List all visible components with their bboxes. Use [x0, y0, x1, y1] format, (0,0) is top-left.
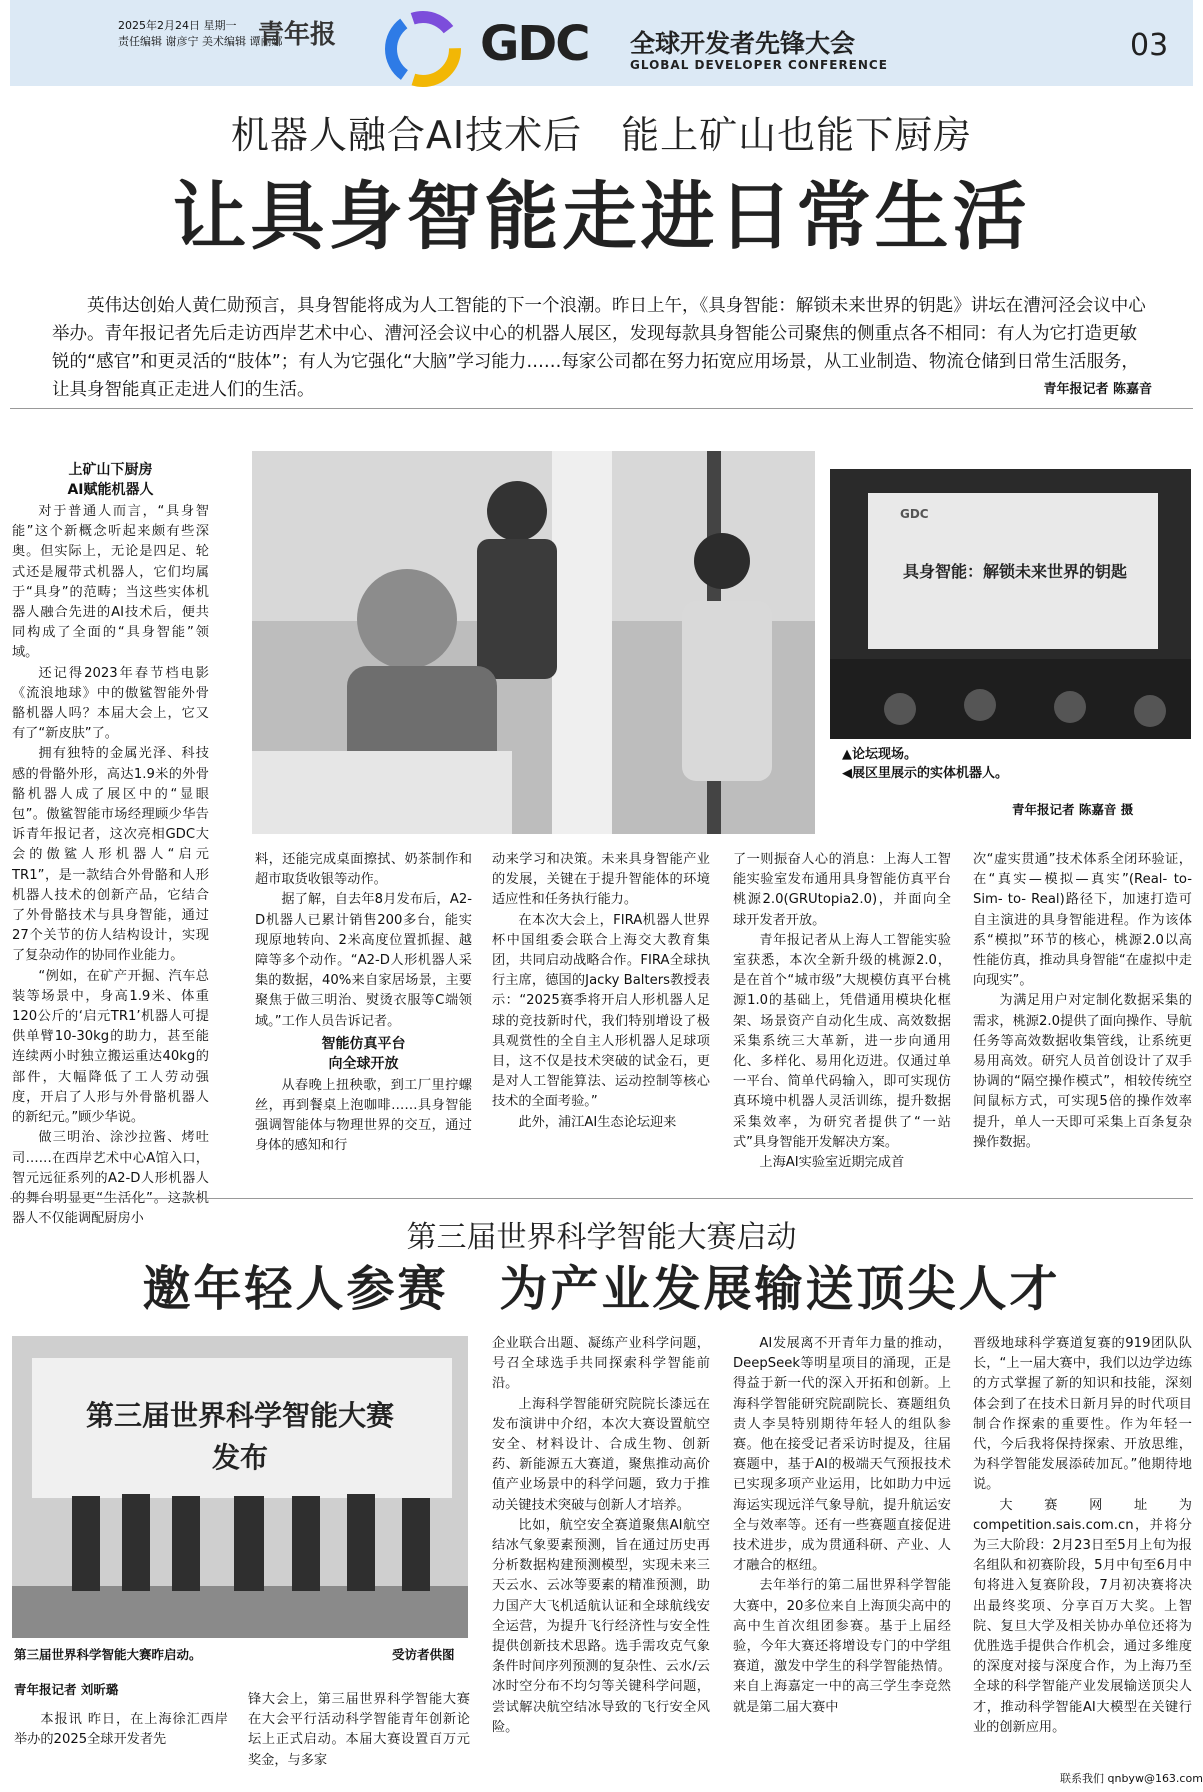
paragraph: 料，还能完成桌面擦拭、奶茶制作和超市取货收银等动作。 [255, 852, 472, 888]
article1-col4 [733, 850, 951, 1173]
article2-col4 [973, 1334, 1192, 1738]
paragraph: 大赛网址为competition.sais.com.cn，并将分为三大阶段：2月23日至5月上旬为报名组队和初赛阶段，5月中旬至6月中旬将进入复赛阶段，7月初决赛将决出最终奖项、分享百万大奖。上智院、复旦大学及相关协办单位还将为优胜选手提供合作机会，通过多维度的深度对接与深度合作，为上海乃至全球的科学智能产业发展输送顶尖人才，推动科学智能AI大模型在关键行业的创新应用。 [973, 1497, 1192, 1735]
paragraph: “例如，在矿产开掘、汽车总装等场景中，身高1.9米、体重120公斤的‘启元TR1’机器人可提供单臂10-30kg的助力，甚至能连续两小时独立搬运重达40kg的部件，大幅降低了工人劳动强度，开启了人形与外骨骼机器人的新纪元。”顾少华说。 [12, 968, 209, 1126]
paragraph: 上海AI实验室近期完成首 [759, 1155, 905, 1171]
contest-photo [12, 1336, 468, 1638]
article1-subtitle: 机器人融合AI技术后 能上矿山也能下厨房 [230, 113, 973, 157]
section2-heading-l1: 智能仿真平台 [321, 1035, 406, 1052]
photo-caption-forum: ▲论坛现场。 [842, 747, 917, 762]
article2-subtitle: 第三届世界科学智能大赛启动 [406, 1220, 797, 1255]
photo-caption-robot: ◀展区里展示的实体机器人。 [842, 766, 1008, 781]
contest-photo-caption: 第三届世界科学智能大赛昨启动。 [14, 1647, 202, 1662]
gdc-wordmark: GDC [480, 16, 589, 72]
screen-brand: GDC [900, 507, 929, 521]
paragraph: 还记得2023年春节档电影《流浪地球》中的傲鲨智能外骨骼机器人吗？本届大会上，它又有了“新皮肤”了。 [12, 665, 209, 742]
lead-text: 英伟达创始人黄仁勋预言，具身智能将成为人工智能的下一个浪潮。昨日上午，《具身智能：解锁未来世界的钥匙》讲坛在漕河泾会议中心举办。青年报记者先后走访西岸艺术中心、漕河泾会议中心的机器人展区，发现每款具身智能公司聚焦的侧重点各不相同：有人为它打造更敏锐的“感官”和更灵活的“肢体”；有人为它强化“大脑”学习能力……每家公司都在努力拓宽应用场景，从工业制造、物流仓储到日常生活服务，让具身智能真正走进人们的生活。 [52, 296, 1146, 400]
paragraph: 为满足用户对定制化数据采集的需求，桃源2.0提供了面向操作、导航任务等高效数据收集管线，让系统更易用高效。研究人员首创设计了双手协调的“隔空操作模式”，相较传统空间鼠标方式，可实现5倍的操作效率提升，单人一天即可采集上百条复杂操作数据。 [973, 993, 1192, 1150]
paragraph: 做三明治、涂沙拉酱、烤吐司……在西岸艺术中心A馆入口，智元远征系列的A2-D人形机器人的舞台明显更“生活化”。这款机器人不仅能调配厨房小 [12, 1130, 209, 1227]
section1-heading [12, 460, 209, 500]
divider-middle [10, 1198, 1193, 1199]
paragraph: 锋大会上，第三届世界科学智能大赛在大会平行活动科学智能青年创新论坛上正式启动。本届大赛设置百万元奖金，与多家 [248, 1692, 470, 1768]
page-number: 03 [1130, 28, 1169, 63]
paragraph: 比如，航空安全赛道聚焦AI航空结冰气象要素预测，旨在通过历史再分析数据构建预测模型，实现未来三天云水、云冰等要素的精准预测，助力国产大飞机适航认证和全球航线安全运营，为提升飞行经济性与安全性提供创新技术思路。选手需攻克气象条件时间序列预测的复杂性、云水/云冰时空分布不均匀等关键科学问题，尝试解决航空结冰导致的飞行安全风险。 [492, 1517, 710, 1735]
lead-byline: 青年报记者 陈嘉音 [1043, 382, 1152, 397]
paragraph: 了一则振奋人心的消息：上海人工智能实验室发布通用具身智能仿真平台桃源2.0(GRUtopia2.0)，并面向全球开发者开放。 [733, 852, 951, 928]
article1-title: 让具身智能走进日常生活 [172, 174, 1031, 260]
conference-name-en: GLOBAL DEVELOPER CONFERENCE [630, 58, 888, 72]
footer-contact: 联系我们 qnbyw@163.com [1060, 1772, 1203, 1785]
gdc-emblem-icon [380, 6, 466, 92]
article2-col1 [14, 1710, 228, 1750]
article1-col3 [492, 850, 710, 1133]
paragraph: 去年举行的第二届世界科学智能大赛中，20多位来自上海顶尖高中的高中生首次组团参赛。基于上届经验，今年大赛还将增设专门的中学组赛道，激发中学生的科学智能热情。来自上海嘉定一中的高三学生李竞然就是第二届大赛中 [733, 1578, 951, 1715]
paragraph: 次“虚实贯通”技术体系全闭环验证，在“真实—模拟—真实”(Real- to- Sim- to- Real)路径下，加速打造可自主演进的具身智能进程。作为该体系“模拟”环节的核心，桃源2.0以高性能仿真，推动具身智能“在虚拟中走向现实”。 [973, 852, 1192, 989]
article2-col2a [248, 1690, 470, 1771]
section2-heading-l2: 向全球开放 [328, 1055, 399, 1072]
contest-photo-illustration [12, 1336, 468, 1638]
paragraph: 在本次大会上，FIRA机器人世界杯中国组委会联合上海交大教育集团，共同启动战略合作。FIRA全球执行主席，德国的Jacky Balters教授表示：“2025赛季将开启人形机器人足球的竞技新时代，我们特别增设了极具观赏性的全自主人形机器人足球项目，这不仅是技术突破的试金石，更是对人工智能算法、运动控制等核心技术的全面考验。” [492, 912, 710, 1110]
forum-photo [830, 469, 1191, 739]
article2-col3 [733, 1334, 951, 1718]
screen-title: 具身智能：解锁未来世界的钥匙 [902, 562, 1127, 581]
robot-photo [252, 451, 815, 834]
paragraph: 青年报记者从上海人工智能实验室获悉，本次全新升级的桃源2.0，是在首个“城市级”大规模仿真平台桃源1.0的基础上，凭借通用模块化框架、场景资产自动化生成、高效数据采集系统三大革新，进一步向通用化、多样化、易用化迈进。仅通过单一平台、简单代码输入，即可实现仿真环境中机器人灵活训练，提升数据采集效率，为研究者提供了“一站式”具身智能开发解决方案。 [733, 932, 951, 1150]
divider-top [10, 408, 1193, 409]
photo-credit: 青年报记者 陈嘉音 摄 [1012, 802, 1134, 817]
conference-name-cn: 全球开发者先锋大会 [630, 29, 856, 58]
paragraph: 上海科学智能研究院院长漆远在发布演讲中介绍，本次大赛设置航空安全、材料设计、合成生物、创新药、新能源五大赛道，聚焦推动高价值产业场景中的科学问题，致力于推动关键技术突破与创新人才培养。 [492, 1396, 710, 1513]
contest-photo-credit: 受访者供图 [392, 1647, 455, 1662]
header-date: 2025年2月24日 星期一 [118, 19, 237, 32]
paragraph: 据了解，自去年8月发布后，A2-D机器人已累计销售200多台，能实现原地转向、2米高度位置抓握、越障等多个动作。“A2-D人形机器人采集的数据，40%来自家居场景，主要聚焦于做三明治、熨烫衣服等C端领域。”工作人员告诉记者。 [255, 892, 472, 1029]
article1-col1 [12, 458, 209, 1229]
paragraph: AI发展离不开青年力量的推动，DeepSeek等明星项目的涌现，正是得益于新一代的深入开拓和创新。上海科学智能研究院副院长、赛题组负责人李昊特别期待年轻人的组队参赛。他在接受记者采访时提及，往届赛题中，基于AI的极端天气预报技术已实现多项产业运用，比如助力中远海运实现远洋气象导航，提升航运安全与效率等。还有一些赛题直接促进技术进步，成为贯通科研、产业、人才融合的枢纽。 [733, 1336, 951, 1574]
paragraph: 从春晚上扭秧歌，到工厂里拧螺丝，再到餐桌上泡咖啡……具身智能强调智能体与物理世界的交互，通过身体的感知和行 [255, 1077, 472, 1154]
paragraph: 晋级地球科学赛道复赛的919团队队长，“上一届大赛中，我们以边学边练的方式掌握了新的知识和技能，深刻体会到了在技术日新月异的时代项目制合作探索的重要性。作为年轻一代，今后我将保持探索、开放思维，为科学智能发展添砖加瓦。”他期待地说。 [973, 1336, 1192, 1493]
paragraph: 对于普通人而言，“具身智能”这个新概念听起来颇有些深奥。但实际上，无论是四足、轮式还是履带式机器人，它们均属于“具身”的范畴；当这些实体机器人融合先进的AI技术后，便共同构成了全面的“具身智能”领域。 [12, 504, 209, 661]
article1-col5 [973, 850, 1192, 1153]
article1-lead [52, 292, 1152, 404]
stage-title: 第三届世界科学智能大赛 [85, 1399, 394, 1432]
robot-photo-illustration [252, 451, 815, 834]
article1-col2 [255, 850, 472, 1157]
section1-heading-l1: 上矿山下厨房 [68, 462, 153, 478]
paragraph: 动来学习和决策。未来具身智能产业的发展，关键在于提升智能体的环境适应性和任务执行能力。 [492, 852, 710, 908]
header-editors: 责任编辑 谢彦宁 美术编辑 谭丽娜 [118, 35, 283, 48]
paragraph: 本报讯 昨日，在上海徐汇西岸举办的2025全球开发者先 [14, 1712, 228, 1748]
paragraph: 此外，浦江AI生态论坛迎来 [518, 1114, 677, 1130]
paper-logo: 青年报 [258, 20, 337, 50]
section1-heading-l2: AI赋能机器人 [67, 482, 154, 498]
article2-title: 邀年轻人参赛 为产业发展输送顶尖人才 [142, 1261, 1061, 1317]
stage-subtitle: 发布 [211, 1441, 268, 1474]
forum-photo-illustration [830, 469, 1191, 739]
paragraph: 企业联合出题、凝练产业科学问题，号召全球选手共同探索科学智能前沿。 [492, 1336, 710, 1392]
article2-byline: 青年报记者 刘昕璐 [14, 1682, 119, 1697]
section2-heading [255, 1034, 472, 1074]
paragraph: 拥有独特的金属光泽、科技感的骨骼外形，高达1.9米的外骨骼机器人成了展区中的“显眼包”。傲鲨智能市场经理顾少华告诉青年报记者，这次亮相GDC大会的傲鲨人形机器人“启元TR1”，是一款结合外骨骼和人形机器人技术的创新产品，它结合了外骨骼技术与具身智能，通过27个关节的仿人结构设计，实现了复杂动作的协同作业能力。 [12, 746, 209, 964]
article2-col2 [492, 1334, 710, 1738]
